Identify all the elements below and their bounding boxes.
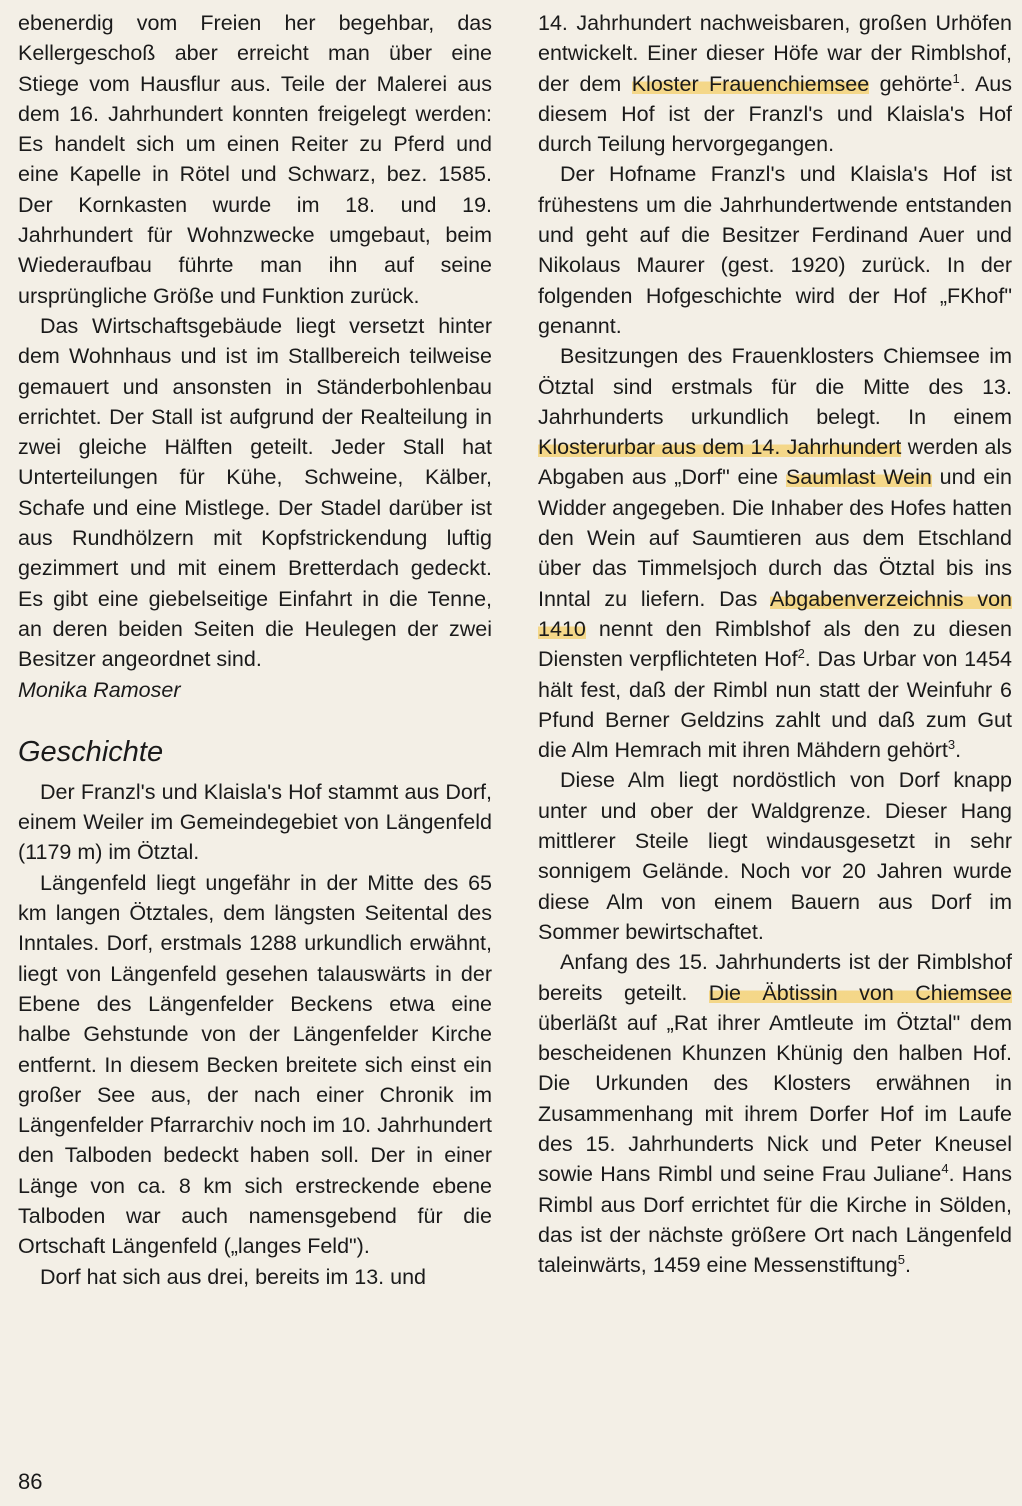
paragraph: ebenerdig vom Freien her begehbar, das Kellergeschoß aber erreicht man über eine Stiege vom Hausflur aus. Teile der Malerei aus dem 16. Jahrhundert konnten freigelegt werden: Es handelt sich um einen Reiter zu Pferd und eine Kapelle in Rötel und Schwarz, bez. 1585. Der Kornkasten wurde im 18. und 19. Jahrhundert für Wohnzwecke umgebaut, beim Wiederaufbau führte man ihn auf seine ursprüngliche Größe und Funktion zurück. — [18, 11, 492, 308]
highlighted-text: Abgabenverzeichnis von 1410 — [538, 586, 1013, 641]
text-run: . Aus diesem Hof ist der Franzl's und Klaisla's Hof durch Teilung hervorgegangen. — [538, 71, 1012, 157]
text-run: überläßt auf „Rat ihrer Amtleute im Ötztal" dem bescheidenen Khunzen Khünig den halben Hof. Die Urkunden des Klosters erwähnen in Zusammenhang mit ihrem Dorfer Hof im Laufe des 15. Jahrhunderts Nick und Peter Kneusel sowie Hans Rimbl und seine Frau Juliane — [538, 1010, 1012, 1187]
right-column — [538, 8, 1012, 1280]
footnote-marker: 1 — [952, 70, 960, 86]
page-number: 86 — [18, 1469, 43, 1494]
footnote-marker: 3 — [947, 736, 956, 752]
text-run: . — [955, 738, 962, 763]
highlighted-text: Die Äbtissin von Chiemsee — [708, 980, 1013, 1005]
highlighted-text: Kloster Frauenchiemsee — [631, 71, 870, 96]
text-run: 14. Jahrhundert nachweisbaren, großen Urhöfen entwickelt. Einer dieser Höfe war der Rimblshof, der dem — [538, 11, 1012, 96]
text-run: . — [904, 1253, 911, 1278]
text-run: nennt den Rimblshof als den zu diesen Diensten verpflichteten Hof — [538, 616, 1012, 672]
highlighted-text: Klosterurbar aus dem 14. Jahrhundert — [538, 435, 902, 460]
text-run: Besitzungen des Frauenklosters Chiemsee im Ötztal sind erstmals für die Mitte des 13. Jahrhunderts urkundlich belegt. In einem — [538, 344, 1012, 429]
footnote-marker: 5 — [897, 1252, 905, 1268]
text-run: und ein Widder angegeben. Die Inhaber des Hofes hatten den Wein auf Saumtieren aus dem Etschland über das Timmelsjoch durch das Ötztal bis ins Inntal zu liefern. Das — [538, 465, 1012, 611]
paragraph: Längenfeld liegt ungefähr in der Mitte des 65 km langen Ötztales, dem längsten Seitental des Inntales. Dorf, erstmals 1288 urkundlich erwähnt, liegt von Längenfeld gesehen talauswärts in der Ebene des Längenfelder Beckens etwa eine halbe Gehstunde von der Längenfelder Kirche entfernt. In diesem Becken breitete sich einst ein großer See aus, der nach einer Chronik im Längenfelder Pfarrarchiv noch im 10. Jahrhundert den Talboden bedeckt haben soll. Der in einer Länge von ca. 8 km sich erstreckende ebene Talboden war auch namensgebend für die Ortschaft Längenfeld („langes Feld"). — [18, 870, 492, 1259]
text-run: Anfang des 15. Jahrhunderts ist der Rimblshof bereits geteilt. — [538, 950, 1012, 1005]
paragraph — [538, 947, 1012, 1280]
left-column — [18, 8, 492, 1292]
paragraph: Dorf hat sich aus drei, bereits im 13. und — [40, 1264, 426, 1289]
paragraph: Der Franzl's und Klaisla's Hof stammt aus Dorf, einem Weiler im Gemeindegebiet von Längenfeld (1179 m) im Ötztal. — [18, 779, 492, 865]
author-signature: Monika Ramoser — [18, 677, 181, 702]
text-run: gehörte — [869, 71, 953, 96]
footnote-marker: 4 — [941, 1161, 949, 1177]
section-heading: Geschichte — [18, 735, 164, 768]
text-run: . Hans Rimbl aus Dorf errichtet für die Kirche in Sölden, das ist der nächste größere Ort nach Längenfeld taleinwärts, 1459 eine Messenstiftung — [538, 1162, 1012, 1278]
paragraph: Der Hofname Franzl's und Klaisla's Hof ist frühestens um die Jahrhundertwende entstanden und geht auf die Besitzer Ferdinand Auer und Nikolaus Maurer (gest. 1920) zurück. In der folgenden Hofgeschichte wird der Hof „FKhof" genannt. — [538, 162, 1012, 338]
highlighted-text: Saumlast Wein — [785, 465, 932, 490]
paragraph — [538, 8, 1012, 159]
text-run: werden als Abgaben aus „Dorf" eine — [538, 435, 1012, 490]
footnote-marker: 2 — [797, 646, 805, 662]
paragraph: Das Wirtschaftsgebäude liegt versetzt hinter dem Wohnhaus und ist im Stallbereich teilweise gemauert und ansonsten in Ständerbohlenbau errichtet. Der Stall ist aufgrund der Realteilung in zwei gleiche Hälften geteilt. Jeder Stall hat Unterteilungen für Kühe, Schweine, Kälber, Schafe und eine Mistlege. Der Stadel darüber ist aus Rundhölzern mit Kopfstrickendung luftig gezimmert und mit einem Bretterdach gedeckt. Es gibt eine giebelseitige Einfahrt in die Tenne, an deren beiden Seiten die Heulegen der zwei Besitzer angeordnet sind. — [18, 313, 492, 672]
paragraph — [538, 341, 1012, 765]
paragraph: Diese Alm liegt nordöstlich von Dorf knapp unter und ober der Waldgrenze. Dieser Hang mittlerer Steile liegt windausgesetzt in sehr sonnigem Gelände. Noch vor 20 Jahren wurde diese Alm von einem Bauern aus Dorf im Sommer bewirtschaftet. — [538, 768, 1012, 944]
text-run: . Das Urbar von 1454 hält fest, daß der Rimbl nun statt der Weinfuhr 6 Pfund Berner Geldzins zahlt und daß zum Gut die Alm Hemrach mit ihren Mähdern gehört — [538, 647, 1012, 763]
